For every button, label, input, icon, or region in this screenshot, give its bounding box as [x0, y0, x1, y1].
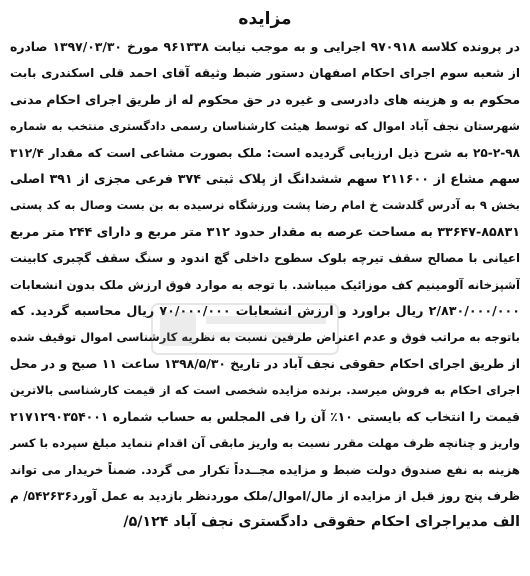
notice-line: الف مدیراجرای احکام حقوقی دادگستری نجف آباد ۵/۱۲۴/ — [123, 514, 520, 531]
notice-line: در پرونده کلاسه ۹۷۰۹۱۸ اجرایی و به موجب نیابت ۹۶۱۳۳۸ مورخ ۱۳۹۷/۰۳/۳۰ صادره — [10, 39, 520, 54]
notice-line: قیمت را انتخاب که بایستی ۱۰٪ آن را فی المجلس به حساب شماره ۲۱۷۱۲۹۰۳۵۴۰۰۱ — [10, 408, 520, 424]
notice-line: ظرف پنج روز قبل از مزایده از مال/اموال/ملک موردنظر بازدید به عمل آورد۵۴۲۶۳۶/ م — [10, 488, 520, 503]
notice-body — [10, 34, 520, 536]
notice-line: بخش ۹ به آدرس گلدشت خ امام رضا پشت ورزشگاه نرسیده به بن بست وصال به کد پستی — [10, 198, 520, 213]
notice-line: از طریق اجرای احکام حقوقی نجف آباد در تاریخ ۱۳۹۸/۵/۳۰ ساعت ۱۱ صبح و در محل — [10, 355, 520, 371]
notice-line: ۳۳۶۴۷-۸۵۸۳۱ به مساحت عرصه به مقدار حدود ۳۱۲ متر مربع و دارای ۲۴۴ متر مربع — [10, 223, 520, 239]
notice-line: آشپزخانه آلومینیم کف موزائیک میباشد. با توجه به موارد فوق ارزش ملک بدون انشعابات — [10, 277, 520, 292]
notice-line: ۲/۸۳۰/۰۰۰/۰۰۰ ریال براورد و ارزش انشعابات ۷۰/۰۰۰/۰۰۰ ریال محاسبه گردید. که — [10, 303, 520, 319]
notice-title: مزایده — [238, 9, 292, 29]
notice-line: ۲۵-۲-۹۸ به شرح ذیل ارزیابی گردیده است: ملک بصورت مشاعی است که مقدار ۳۱۲/۴ — [10, 145, 520, 160]
notice-line: سهم مشاع از ۲۱۱۶۰۰ سهم ششدانگ از پلاک ثبتی ۳۷۴ فرعی مجزی از ۳۹۱ اصلی — [10, 171, 520, 187]
notice-line: از شعبه سوم اجرای احکام اصفهان دستور ضبط وثیقه آقای احمد قلی اسکندری بابت — [10, 66, 520, 81]
notice-line: اجرای احکام به فروش میرسد. برنده مزایده شخصی است که از قیمت کارشناسی بالاترین — [10, 383, 520, 398]
notice-line: واریز و چنانچه ظرف مهلت مقرر نسبت به واریز مابقی آن اقدام ننماید مبلغ سپرده با کسر — [10, 436, 520, 451]
notice-line: اعیانی با مصالح سقف تیرچه بلوک سطوح داخلی گچ اندود و سنگ سقف گچبری کابینت — [10, 251, 520, 266]
notice-line: باتوجه به مراتب فوق و عدم اعتراض طرفین نسبت به نظریه کارشناسی اموال توقیف شده — [10, 330, 520, 345]
notice-line: محکوم به و هزینه های دادرسی و غیره در حق محکوم له از طریق اجرای احکام مدنی — [10, 91, 520, 107]
notice-line: هزینه به نفع صندوق دولت ضبط و مزایده مجــدداً تکرار می گردد. ضمناً خریدار می تواند — [10, 462, 520, 477]
notice-line: شهرستان نجف آباد اموال که توسط هیئت کارشناسان رسمی دادگستری منتخب به شماره — [10, 119, 520, 134]
